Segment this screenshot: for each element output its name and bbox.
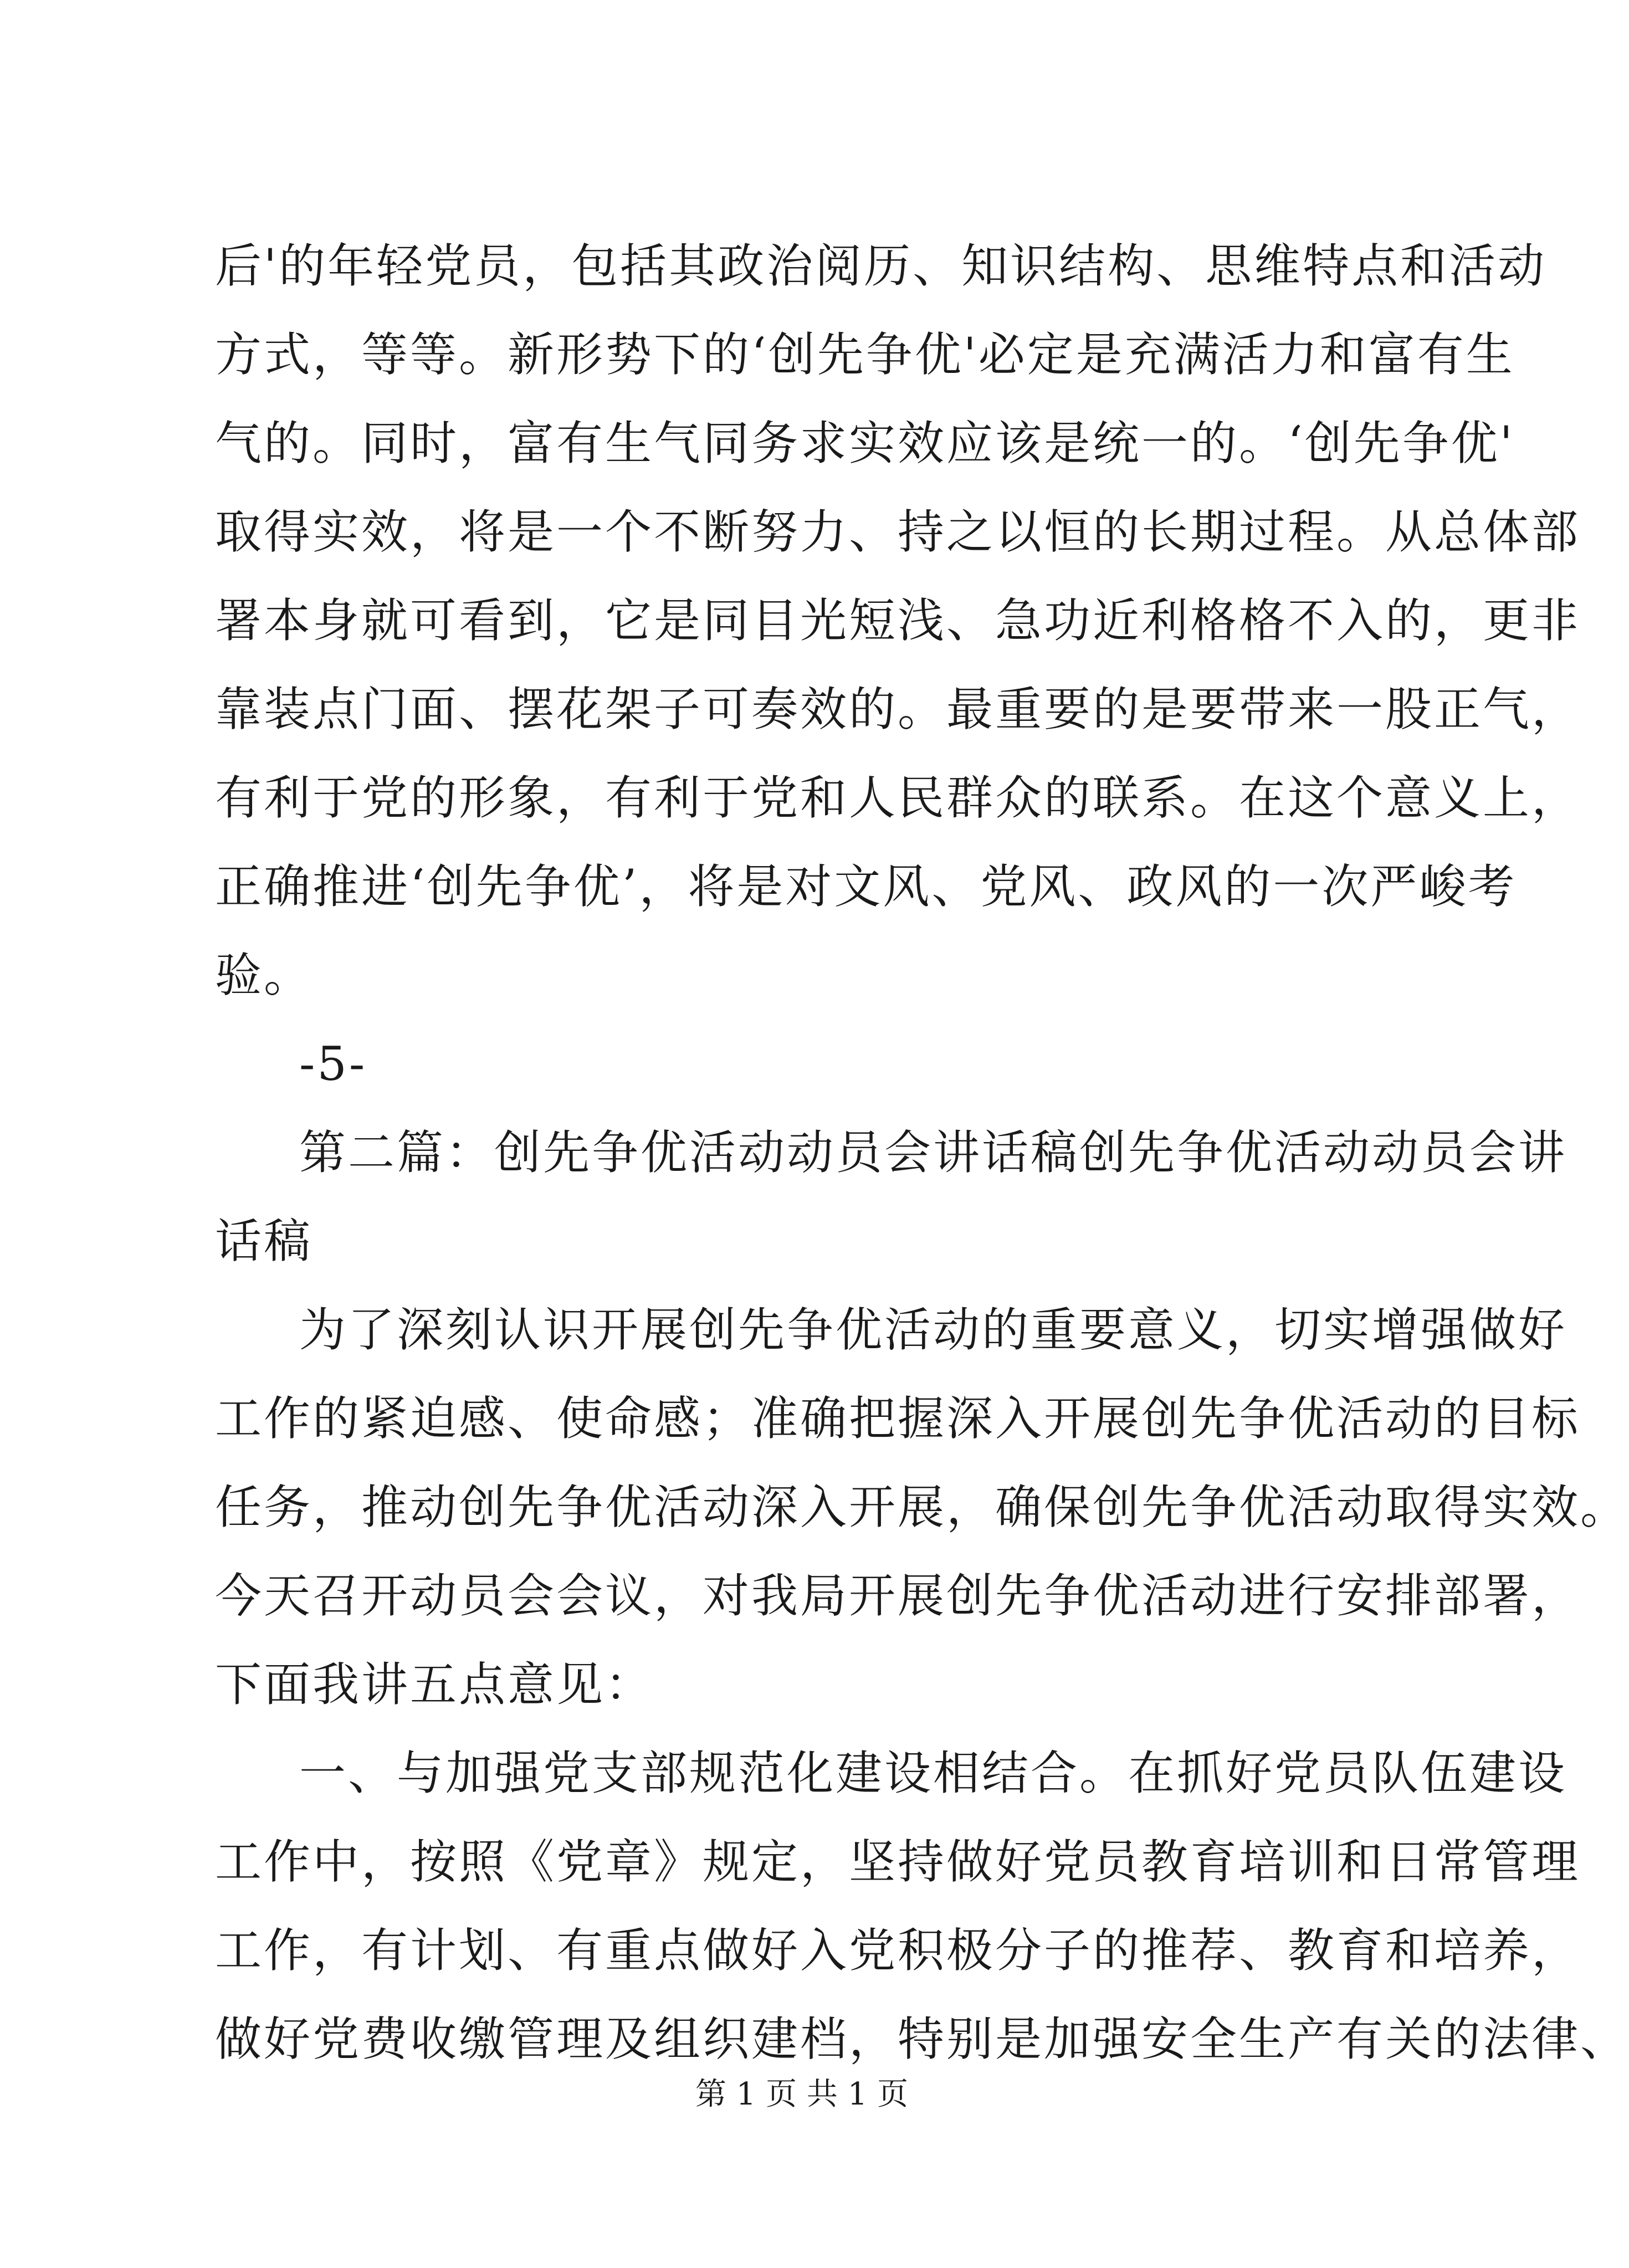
paragraph-line: 方式，等等。新形势下的‘创先争优'必定是充满活力和富有生	[215, 327, 1515, 382]
paragraph-line: 今天召开动员会会议，对我局开展创先争优活动进行安排部署，	[215, 1569, 1581, 1623]
page-marker: -5-	[299, 1037, 367, 1091]
paragraph-line: 工作中，按照《党章》规定，坚持做好党员教育培训和日常管理	[215, 1835, 1581, 1889]
paragraph-line: 任务，推动创先争优活动深入开展，确保创先争优活动取得实效。	[215, 1480, 1629, 1534]
paragraph-line: 署本身就可看到，它是同目光短浅、急功近利格格不入的，更非	[215, 593, 1581, 648]
paragraph-line: 工作，有计划、有重点做好入党积极分子的推荐、教育和培养，	[215, 1923, 1581, 1978]
paragraph-line: 气的。同时，富有生气同务求实效应该是统一的。‘创先争优'	[215, 416, 1515, 470]
section-heading-line: 第二篇：创先争优活动动员会讲话稿创先争优活动动员会讲	[299, 1125, 1567, 1180]
paragraph-line: 后'的年轻党员，包括其政治阅历、知识结构、思维特点和活动	[215, 239, 1547, 293]
section-heading-line: 话稿	[215, 1214, 313, 1268]
paragraph-line: 做好党费收缴管理及组织建档，特别是加强安全生产有关的法律、	[215, 2012, 1629, 2066]
paragraph-line: 正确推进‘创先争优’，将是对文风、党风、政风的一次严峻考	[215, 859, 1517, 914]
paragraph-line: 下面我讲五点意见：	[215, 1657, 654, 1712]
paragraph-line: 验。	[215, 948, 313, 1002]
paragraph-line: 工作的紧迫感、使命感；准确把握深入开展创先争优活动的目标	[215, 1391, 1581, 1446]
paragraph-line: 为了深刻认识开展创先争优活动的重要意义，切实增强做好	[299, 1303, 1567, 1357]
paragraph-line: 靠装点门面、摆花架子可奏效的。最重要的是要带来一股正气，	[215, 682, 1581, 736]
paragraph-line: 一、与加强党支部规范化建设相结合。在抓好党员队伍建设	[299, 1746, 1567, 1800]
paragraph-line: 有利于党的形象，有利于党和人民群众的联系。在这个意义上，	[215, 771, 1581, 825]
page-footer: 第 1 页 共 1 页	[695, 2076, 909, 2112]
paragraph-line: 取得实效，将是一个不断努力、持之以恒的长期过程。从总体部	[215, 505, 1581, 559]
